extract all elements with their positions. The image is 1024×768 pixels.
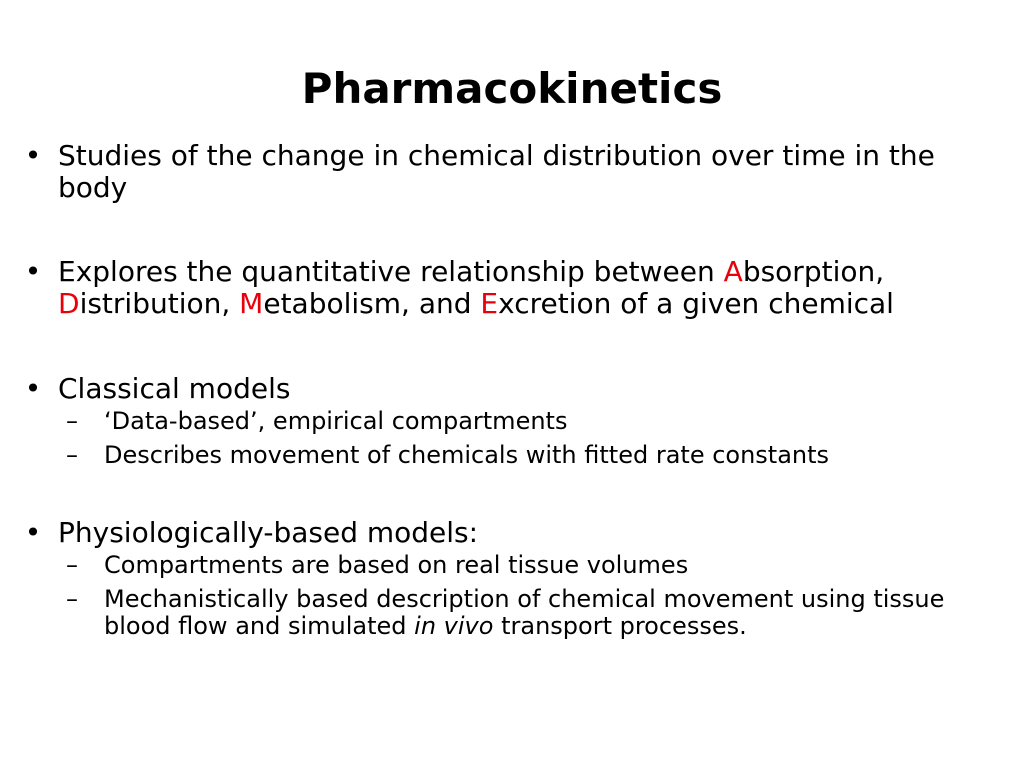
- adme-word-distribution: istribution,: [79, 287, 231, 320]
- sub-item-italic-in-vivo: in vivo: [414, 612, 494, 640]
- bullet-item-adme: [22, 256, 982, 320]
- bullet-text: Studies of the change in chemical distribution over time in the body: [58, 139, 935, 204]
- bullet-marker: •: [24, 516, 42, 549]
- bullet-text: Physiologically-based models:: [58, 516, 479, 549]
- adme-letter-a: A: [723, 255, 743, 288]
- bullet-item-classical-models: [22, 373, 982, 469]
- adme-word-excretion: xcretion of a given chemical: [498, 287, 894, 320]
- bullet-marker: •: [24, 255, 42, 288]
- bullet-list: [22, 140, 982, 640]
- bullet-text: Classical models: [58, 372, 291, 405]
- sub-item-text-before: Mechanistically based description of chemical movement using tissue blood flow and simulated: [104, 585, 945, 640]
- bullet-marker: •: [24, 139, 42, 172]
- slide-title: Pharmacokinetics: [301, 64, 723, 113]
- sub-item-tissue-volumes: [58, 552, 982, 579]
- bullet-text-lead: Explores the quantitative relationship between: [58, 255, 715, 288]
- sub-item-text: Describes movement of chemicals with fitted rate constants: [104, 441, 830, 469]
- sub-list: [58, 552, 982, 640]
- sub-item-text: ‘Data-based’, empirical compartments: [104, 407, 568, 435]
- sub-item-mechanistic: [58, 586, 982, 640]
- sub-marker: –: [66, 441, 78, 469]
- adme-letter-d: D: [58, 287, 80, 320]
- adme-letter-m: M: [239, 287, 264, 320]
- adme-word-absorption: bsorption,: [742, 255, 885, 288]
- sub-marker: –: [66, 551, 78, 579]
- sub-marker: –: [66, 407, 78, 435]
- sub-item-data-based: [58, 408, 982, 435]
- sub-list: [58, 408, 982, 469]
- bullet-item-physiological-models: [22, 517, 982, 640]
- sub-marker: –: [66, 585, 78, 613]
- bullet-item-studies: [22, 140, 982, 204]
- sub-item-text: Compartments are based on real tissue volumes: [104, 551, 689, 579]
- adme-word-metabolism: etabolism, and: [263, 287, 472, 320]
- sub-item-text-after: transport processes.: [501, 612, 747, 640]
- sub-item-fitted-rates: [58, 442, 982, 469]
- bullet-marker: •: [24, 372, 42, 405]
- adme-letter-e: E: [480, 287, 499, 320]
